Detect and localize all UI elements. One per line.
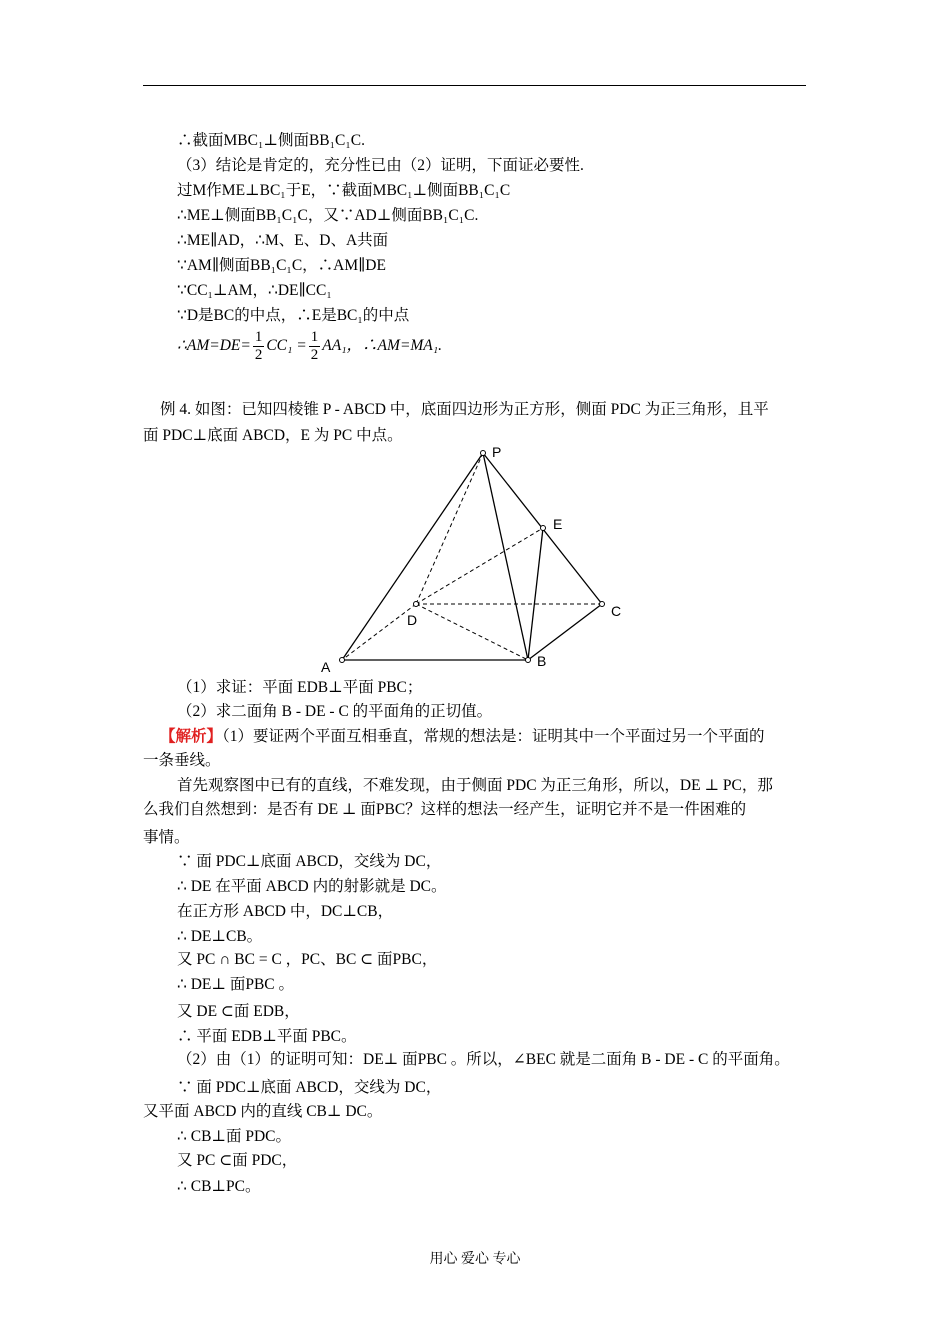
eq-prefix: ∴AM=DE= [177, 337, 251, 354]
proof-line: ∵D是BC的中点，∴E是BC₁的中点 [177, 307, 410, 324]
analysis-line: 又 DE ⊂面 EDB， [177, 1003, 300, 1020]
analysis-line: 首先观察图中已有的直线，不难发现，由于侧面 PDC 为正三角形，所以，DE ⊥ PC，那 [177, 777, 773, 794]
fraction [253, 329, 265, 364]
eq-suffix: AA₁，∴AM=MA₁. [322, 337, 443, 354]
eq-mid: CC₁ = [266, 337, 307, 354]
example-title: 例 4. 如图：已知四棱锥 P - ABCD 中，底面四边形为正方形，侧面 PDC 为正三角形，且平 [160, 401, 769, 418]
proof-line: ∴ME∥AD，∴M、E、D、A共面 [177, 232, 389, 249]
edge-PB [483, 453, 528, 660]
question-2: （2）求二面角 B - DE - C 的平面角的正切值。 [177, 703, 493, 720]
edge-BC [528, 604, 602, 660]
label-A: A [321, 659, 331, 675]
proof-line: 过M作ME⊥BC₁于E，∵截面MBC₁⊥侧面BB₁C₁C [177, 182, 511, 199]
analysis-line: ∴ 平面 EDB⊥平面 PBC。 [177, 1028, 357, 1045]
proof-line: ∴截面MBC₁⊥侧面BB₁C₁C. [177, 132, 365, 149]
page-footer: 用心 爱心 专心 [429, 1252, 521, 1267]
edge-PD [416, 453, 483, 604]
analysis-text: （1）要证两个平面互相垂直，常规的想法是：证明其中一个平面过另一个平面的 [222, 728, 765, 745]
point-D [414, 602, 419, 607]
analysis-line: 么我们自然想到：是否有 DE ⊥ 面PBC？这样的想法一经产生，证明它并不是一件困难的 [143, 801, 747, 818]
point-A [340, 658, 345, 663]
point-E [541, 526, 546, 531]
label-E: E [553, 516, 563, 532]
edge-PA [342, 453, 483, 660]
fraction-denominator: 2 [310, 346, 319, 363]
analysis-line: ∴ CB⊥面 PDC。 [177, 1128, 292, 1145]
fraction-denominator: 2 [254, 346, 263, 363]
fraction-numerator: 1 [254, 328, 263, 345]
proof-line: ∵CC₁⊥AM，∴DE∥CC₁ [177, 282, 332, 299]
edge-AD [342, 604, 416, 660]
label-C: C [611, 603, 622, 619]
analysis-line: 又平面 ABCD 内的直线 CB⊥ DC。 [143, 1103, 383, 1120]
analysis-line: 事情。 [143, 829, 190, 846]
fraction [309, 329, 321, 364]
point-C [600, 602, 605, 607]
edge-DE [416, 528, 543, 604]
edge-DB [416, 604, 528, 660]
analysis-line: 又 PC ∩ BC = C ，PC、BC ⊂ 面PBC， [177, 951, 438, 968]
analysis-tag: 【解析】 [160, 728, 223, 745]
analysis-line: 在正方形 ABCD 中，DC⊥CB， [177, 903, 394, 920]
analysis-line: ∴ DE⊥ 面PBC 。 [177, 976, 295, 993]
analysis-line: ∵ 面 PDC⊥底面 ABCD，交线为 DC， [177, 1079, 442, 1096]
analysis-line: ∵ 面 PDC⊥底面 ABCD，交线为 DC， [177, 853, 442, 870]
fraction-numerator: 1 [310, 328, 319, 345]
pyramid-figure [310, 440, 640, 675]
proof-line: ∴ME⊥侧面BB₁C₁C，又∵AD⊥侧面BB₁C₁C. [177, 207, 479, 224]
analysis-line [160, 727, 765, 747]
edge-BE [528, 528, 543, 660]
analysis-line: 一条垂线。 [143, 752, 221, 769]
analysis-line: 又 PC ⊂面 PDC， [177, 1152, 298, 1169]
example-title-cont: 面 PDC⊥底面 ABCD，E 为 PC 中点。 [143, 427, 403, 444]
point-P [481, 451, 486, 456]
point-B [526, 658, 531, 663]
analysis-line: （2）由（1）的证明可知：DE⊥ 面PBC 。所以，∠BEC 就是二面角 B - DE - C 的平面角。 [177, 1051, 790, 1068]
analysis-line: ∴ CB⊥PC。 [177, 1178, 261, 1195]
analysis-line: ∴ DE 在平面 ABCD 内的射影就是 DC。 [177, 878, 447, 895]
equation-line [177, 328, 442, 364]
question-1: （1）求证：平面 EDB⊥平面 PBC； [177, 679, 423, 696]
label-P: P [492, 444, 502, 460]
header-rule [143, 85, 806, 86]
proof-line: （3）结论是肯定的，充分性已由（2）证明，下面证必要性. [177, 157, 584, 174]
proof-line: ∵AM∥侧面BB₁C₁C，∴AM∥DE [177, 257, 386, 274]
analysis-line: ∴ DE⊥CB。 [177, 928, 263, 945]
label-D: D [407, 612, 418, 628]
label-B: B [537, 653, 547, 669]
